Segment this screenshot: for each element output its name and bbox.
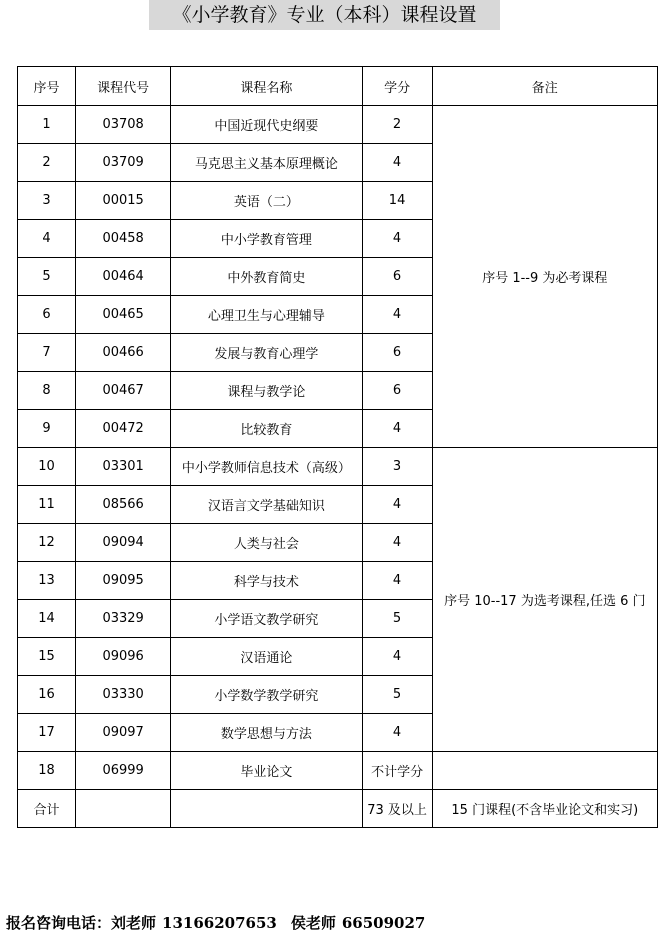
row-no: 3: [18, 182, 76, 220]
row-credit: 4: [362, 714, 432, 752]
table-header-row: [18, 67, 658, 106]
row-name: 课程与教学论: [171, 372, 362, 410]
row-name: 汉语言文学基础知识: [171, 486, 362, 524]
row-code: 00458: [76, 220, 171, 258]
row-code: 00467: [76, 372, 171, 410]
row-name: 发展与教育心理学: [171, 334, 362, 372]
row-name: 心理卫生与心理辅导: [171, 296, 362, 334]
page-title: 《小学教育》专业（本科）课程设置: [149, 0, 500, 30]
row-code: 03708: [76, 106, 171, 144]
row-code: 06999: [76, 752, 171, 790]
row-code: 00015: [76, 182, 171, 220]
header-note: 备注: [432, 67, 657, 106]
row-code: 09094: [76, 524, 171, 562]
header-no: 序号: [18, 67, 76, 106]
contact-label: 报名咨询电话：: [6, 914, 112, 932]
header-code: 课程代号: [76, 67, 171, 106]
row-name: 汉语通论: [171, 638, 362, 676]
row-credit: 4: [362, 220, 432, 258]
row-name: 英语（二）: [171, 182, 362, 220]
row-credit: 14: [362, 182, 432, 220]
header-name: 课程名称: [171, 67, 362, 106]
row-credit: 4: [362, 296, 432, 334]
contact-person-2: 侯老师: [290, 914, 336, 932]
row-code: 00465: [76, 296, 171, 334]
row-code: 00466: [76, 334, 171, 372]
row-credit: 5: [362, 600, 432, 638]
note-required: 序号 1--9 为必考课程: [432, 106, 657, 448]
table-row: [18, 752, 658, 790]
row-credit: 4: [362, 486, 432, 524]
row-name: 中国近现代史纲要: [171, 106, 362, 144]
table-row: [18, 106, 658, 144]
row-name: 马克思主义基本原理概论: [171, 144, 362, 182]
table-total-row: [18, 790, 658, 828]
row-name: 中小学教师信息技术（高级）: [171, 448, 362, 486]
note-elective: 序号 10--17 为选考课程,任选 6 门: [432, 448, 657, 752]
row-name: 人类与社会: [171, 524, 362, 562]
row-credit: 6: [362, 372, 432, 410]
contact-phone-1: 13166207653: [162, 914, 277, 932]
row-no: 13: [18, 562, 76, 600]
row-code: 09096: [76, 638, 171, 676]
course-table-body: [18, 67, 658, 828]
row-credit: 6: [362, 258, 432, 296]
row-credit: 4: [362, 144, 432, 182]
row-credit: 4: [362, 524, 432, 562]
contact-info: [6, 912, 425, 933]
total-label: 合计: [18, 790, 76, 828]
row-no: 9: [18, 410, 76, 448]
row-name: 中小学教育管理: [171, 220, 362, 258]
row-credit: 4: [362, 638, 432, 676]
row-no: 2: [18, 144, 76, 182]
row-code: 09095: [76, 562, 171, 600]
row-name: 毕业论文: [171, 752, 362, 790]
row-name: 科学与技术: [171, 562, 362, 600]
course-table: [17, 66, 658, 828]
note-empty: [432, 752, 657, 790]
row-no: 17: [18, 714, 76, 752]
total-code-empty: [76, 790, 171, 828]
row-no: 4: [18, 220, 76, 258]
row-credit: 5: [362, 676, 432, 714]
row-name: 小学语文教学研究: [171, 600, 362, 638]
total-name-empty: [171, 790, 362, 828]
row-credit: 3: [362, 448, 432, 486]
row-code: 03330: [76, 676, 171, 714]
row-code: 00464: [76, 258, 171, 296]
row-no: 11: [18, 486, 76, 524]
row-credit: 2: [362, 106, 432, 144]
row-no: 12: [18, 524, 76, 562]
row-no: 10: [18, 448, 76, 486]
row-code: 03301: [76, 448, 171, 486]
row-credit: 4: [362, 562, 432, 600]
total-credit: 73 及以上: [362, 790, 432, 828]
header-credit: 学分: [362, 67, 432, 106]
row-name: 小学数学教学研究: [171, 676, 362, 714]
row-no: 14: [18, 600, 76, 638]
contact-phone-2: 66509027: [341, 914, 426, 932]
row-no: 18: [18, 752, 76, 790]
row-credit: 不计学分: [362, 752, 432, 790]
row-no: 15: [18, 638, 76, 676]
row-no: 8: [18, 372, 76, 410]
contact-person-1: 刘老师: [111, 914, 157, 932]
row-no: 16: [18, 676, 76, 714]
row-credit: 4: [362, 410, 432, 448]
row-no: 6: [18, 296, 76, 334]
row-code: 03709: [76, 144, 171, 182]
row-credit: 6: [362, 334, 432, 372]
row-no: 1: [18, 106, 76, 144]
row-code: 08566: [76, 486, 171, 524]
row-name: 比较教育: [171, 410, 362, 448]
row-name: 数学思想与方法: [171, 714, 362, 752]
row-no: 5: [18, 258, 76, 296]
row-code: 09097: [76, 714, 171, 752]
row-code: 03329: [76, 600, 171, 638]
table-row: [18, 448, 658, 486]
row-no: 7: [18, 334, 76, 372]
total-note: 15 门课程(不含毕业论文和实习): [432, 790, 657, 828]
row-name: 中外教育简史: [171, 258, 362, 296]
row-code: 00472: [76, 410, 171, 448]
